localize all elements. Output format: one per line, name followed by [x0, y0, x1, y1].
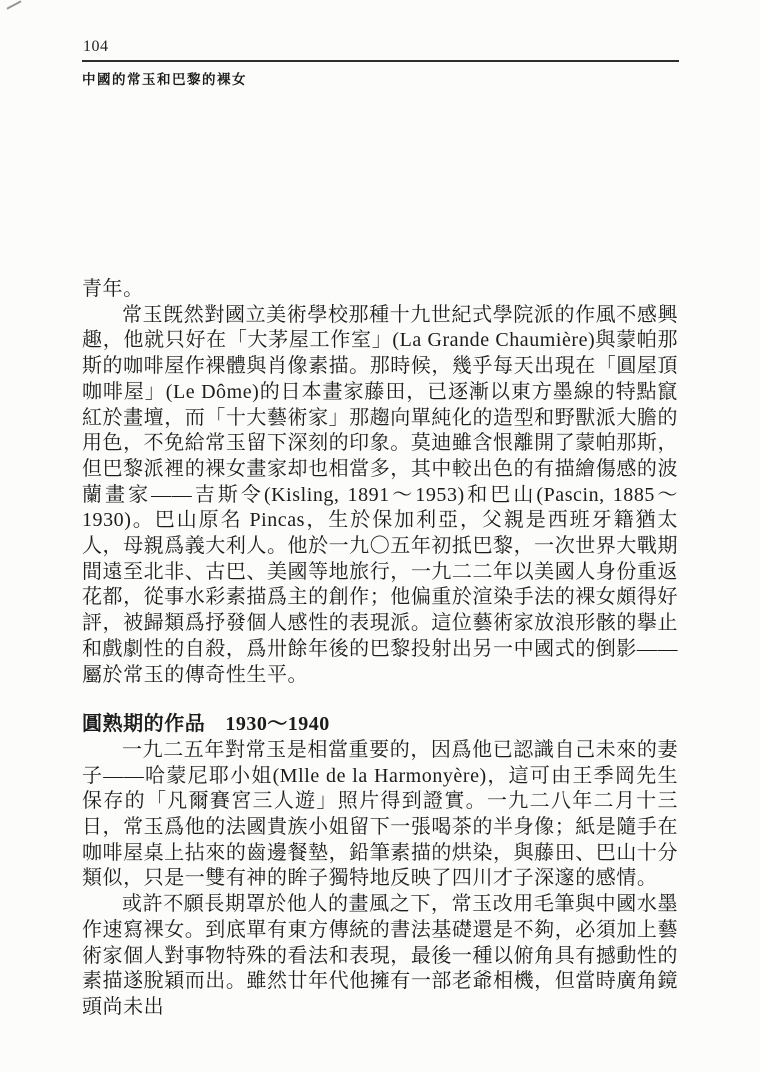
body-text: [82, 277, 678, 1021]
page-number: 104: [83, 38, 109, 55]
paragraph-1: 常玉旣然對國立美術學校那種十九世紀式學院派的作風不感興趣，他就只好在「大茅屋工作室」(La Grande Chaumière)與蒙帕那斯的咖啡屋作裸體與肖像素描。那時候，幾乎每天出現在「圓屋頂咖啡屋」(Le Dôme)的日本畫家藤田，已逐漸以東方墨線的特點竄紅於畫壇，而「十大藝術家」那趨向單純化的造型和野獸派大膽的用色，不免給常玉留下深刻的印象。莫迪雖含恨離開了蒙帕那斯，但巴黎派裡的裸女畫家却也相當多，其中較出色的有描繪傷感的波蘭畫家——吉斯令(Kisling, 1891～1953)和巴山(Pascin, 1885～1930)。巴山原名 Pincas，生於保加利亞，父親是西班牙籍猶太人，母親爲義大利人。他於一九〇五年初抵巴黎，一次世界大戰期間遠至北非、古巴、美國等地旅行，一九二二年以美國人身份重返花都，從事水彩素描爲主的創作；他偏重於渲染手法的裸女頗得好評，被歸類爲抒發個人感性的表現派。這位藝術家放浪形骸的擧止和戲劇性的自殺，爲卅餘年後的巴黎投射出另一中國式的倒影——屬於常玉的傳奇性生平。: [82, 303, 678, 686]
section-heading: [82, 712, 678, 738]
paragraph-3: 或許不願長期罩於他人的畫風之下，常玉改用毛筆與中國水墨作速寫裸女。到底單有東方傳統的書法基礎還是不夠，必須加上藝術家個人對事物特殊的看法和表現，最後一種以俯角具有撼動性的素描遂脫穎而出。雖然廿年代他擁有一部老爺相機，但當時廣角鏡頭尚未出: [82, 893, 678, 1018]
header-rule: [82, 60, 679, 62]
scan-corner-artifact: [6, 0, 21, 9]
section-heading-years: 1930～1940: [225, 713, 330, 736]
paragraph-continuation: 青年。: [82, 278, 144, 300]
section-heading-title: 圓熟期的作品: [82, 713, 206, 736]
paragraph-2: 一九二五年對常玉是相當重要的，因爲他已認識自己未來的妻子——哈蒙尼耶小姐(Mlle de la Harmonyère)，這可由王季岡先生保存的「凡爾賽宮三人遊」照片得到證實。一九二八年二月十三日，常玉爲他的法國貴族小姐留下一張喝茶的半身像；紙是隨手在咖啡屋桌上拈來的齒邊餐墊，鉛筆素描的烘染，與藤田、巴山十分類似，只是一雙有神的眸子獨特地反映了四川才子深邃的感情。: [82, 738, 678, 890]
running-header: 中國的常玉和巴黎的裸女: [82, 72, 247, 87]
